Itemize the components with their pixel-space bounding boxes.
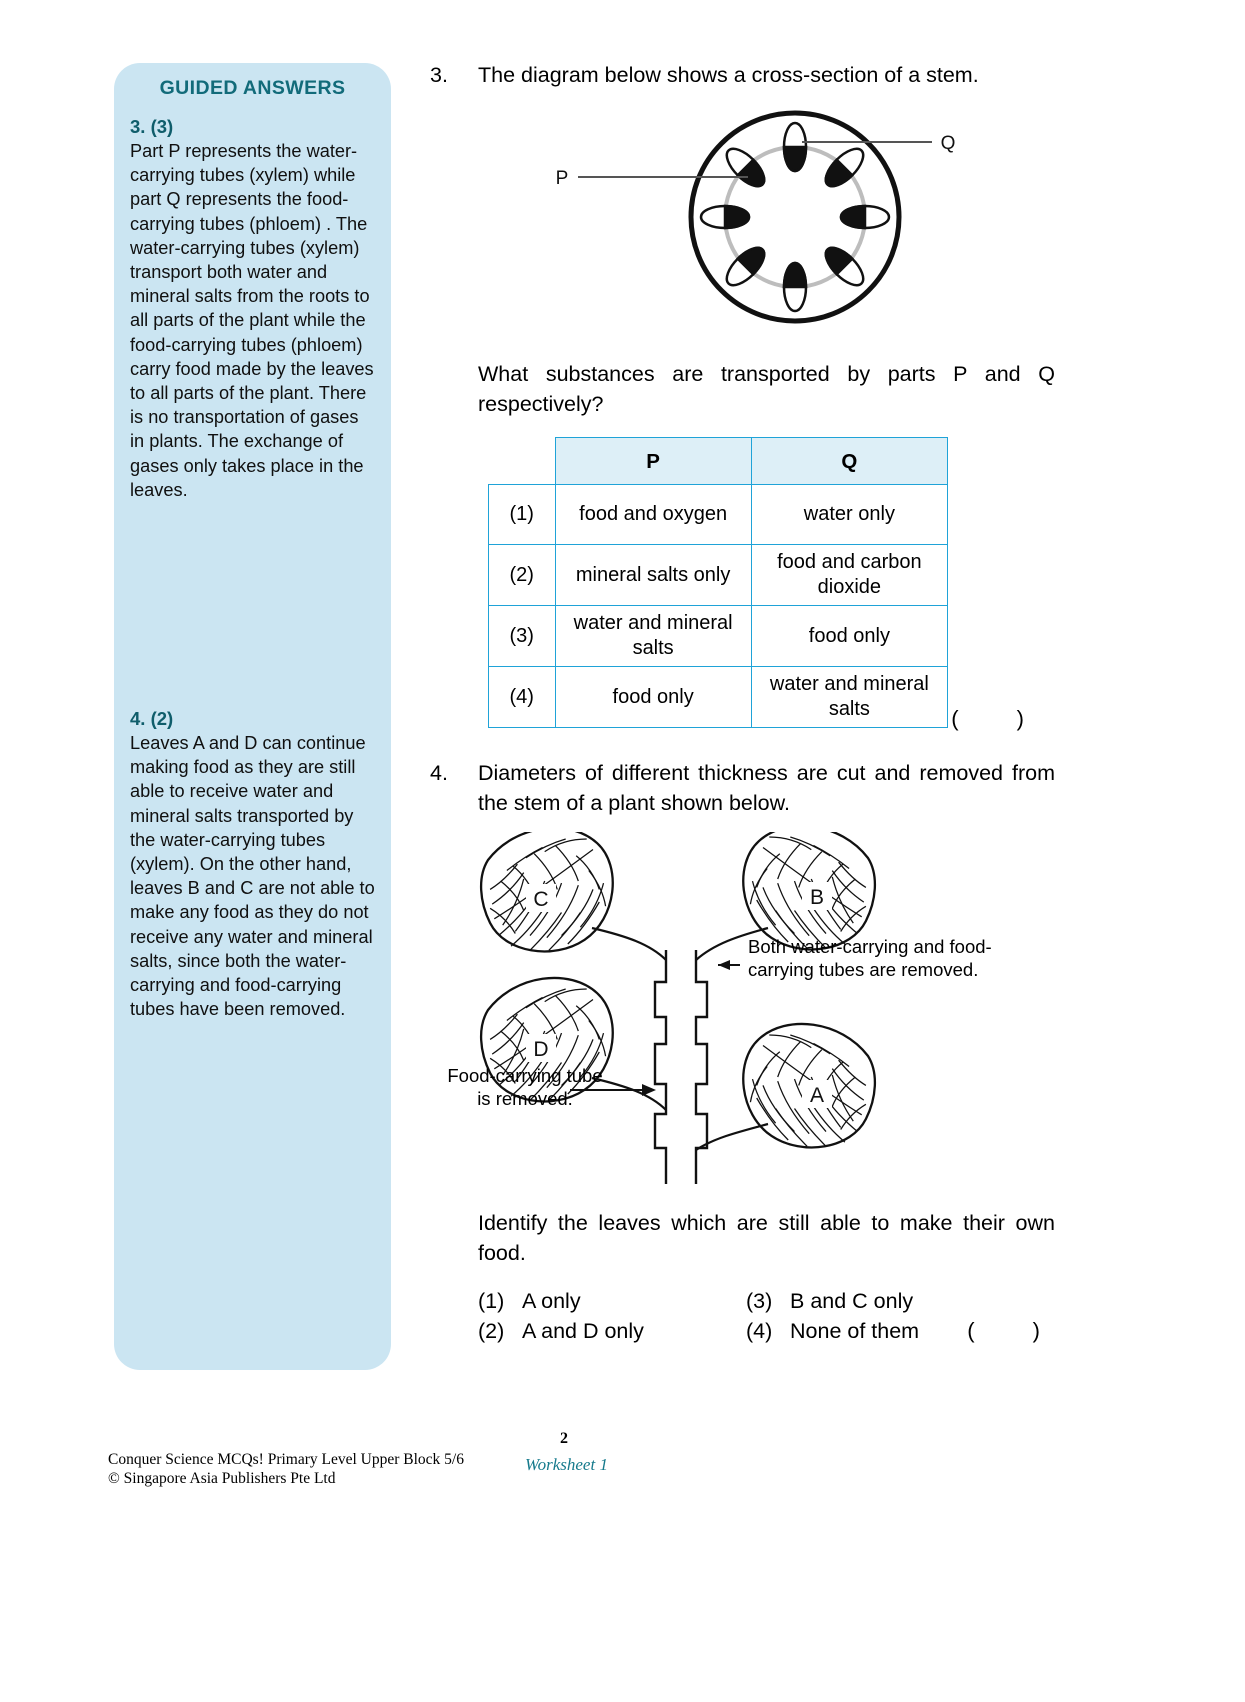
annotation-right-text: Both water-carrying and food-carrying tubes are removed.: [748, 936, 992, 980]
table-header-row: [489, 438, 948, 485]
guided-answer-4: [130, 708, 375, 1021]
footer-worksheet-label: Worksheet 1: [525, 1455, 608, 1474]
annotation-arrow-right: [718, 960, 740, 970]
mcq-option-1-text: A only: [522, 1289, 581, 1313]
option-index: (3): [489, 606, 556, 667]
question-3-options-table: [488, 437, 948, 728]
mcq-option-4[interactable]: [746, 1316, 919, 1346]
guided-answers-panel: [114, 63, 391, 1370]
stem-label-q: Q: [940, 133, 956, 154]
option-q-value: water and mineral salts: [751, 667, 947, 728]
mcq-row-2: [478, 1316, 1066, 1346]
option-p-value: food and oxygen: [555, 485, 751, 545]
annotation-left-text: Food-carrying tube is removed.: [447, 1065, 603, 1109]
table-header-q: Q: [751, 438, 947, 485]
guided-answers-title: GUIDED ANSWERS: [159, 77, 346, 99]
question-4-answer-bracket[interactable]: ( ): [967, 1318, 1066, 1343]
question-3-number: 3.: [430, 63, 448, 87]
table-row[interactable]: [489, 667, 948, 728]
guided-answer-3-body: Part P represents the water-carrying tubes (xylem) while part Q represents the food-carrying tubes (phloem) . The water-carrying tubes (xylem) transport both water and mineral salts from the roots to all parts of the plant while the food-carrying tubes (phloem) carry food made by the leaves to all parts of the plant. There is no transportation of gases in plants. The exchange of gases only takes place in the leaves.: [130, 141, 374, 500]
sidebar-spacer: [130, 508, 375, 708]
table-row[interactable]: [489, 545, 948, 606]
option-p-value: food only: [555, 667, 751, 728]
option-q-value: food only: [751, 606, 947, 667]
guided-answer-3-heading: 3. (3): [130, 116, 174, 137]
question-3-subquestion: What substances are transported by parts P and Q respectively?: [478, 362, 1055, 416]
question-3-options-table-wrap: [478, 437, 1050, 731]
question-3-stem-row: [430, 60, 1055, 90]
mcq-row-1: [478, 1286, 1058, 1316]
footer-page-number: 2: [560, 1430, 568, 1447]
mcq-option-1[interactable]: [478, 1286, 746, 1316]
table-corner-cell: [489, 438, 556, 485]
leaf-label-C: C: [533, 888, 549, 911]
option-index: (4): [489, 667, 556, 728]
mcq-option-3-label: (3): [746, 1289, 773, 1313]
mcq-option-4-text: None of them: [790, 1319, 920, 1343]
mcq-option-3-text: B and C only: [790, 1289, 914, 1313]
option-index: (2): [489, 545, 556, 606]
guided-answer-4-heading: 4. (2): [130, 708, 174, 730]
table-header-p: P: [555, 438, 751, 485]
mcq-option-2-text: A and D only: [522, 1319, 644, 1343]
leaf-label-A: A: [809, 1084, 825, 1107]
question-4-stem: Diameters of different thickness are cut and removed from the stem of a plant shown below.: [478, 761, 1055, 815]
table-row[interactable]: [489, 485, 948, 545]
question-4-number: 4.: [430, 761, 448, 785]
option-p-value: water and mineral salts: [555, 606, 751, 667]
plant-stem-figure: [430, 832, 1055, 1192]
question-3-answer-bracket[interactable]: ( ): [951, 706, 1050, 731]
leaf-label-B: B: [809, 886, 825, 909]
footer-copyright-line: © Singapore Asia Publishers Pte Ltd: [108, 1470, 336, 1487]
footer-credits: [108, 1450, 464, 1488]
table-row[interactable]: [489, 606, 948, 667]
mcq-option-3[interactable]: [746, 1286, 913, 1316]
question-4-subquestion: Identify the leaves which are still able to make their own food.: [478, 1211, 1055, 1265]
guided-answer-3: [130, 116, 375, 502]
question-4-options: [478, 1286, 1066, 1346]
guided-answer-4-body: Leaves A and D can continue making food as they are still able to receive water and mineral salts transported by the water-carrying tubes (xylem). On the other hand, leaves B and C are not able to make any food as they do not receive any water and mineral salts, since both the water-carrying and food-carrying tubes have been removed.: [130, 733, 375, 1020]
question-4-stem-row: [430, 758, 1055, 818]
mcq-option-2-label: (2): [478, 1319, 505, 1343]
stem-cross-section-figure: [430, 102, 1055, 337]
mcq-option-1-label: (1): [478, 1289, 505, 1313]
option-p-value: mineral salts only: [555, 545, 751, 606]
mcq-option-4-label: (4): [746, 1319, 773, 1343]
option-q-value: water only: [751, 485, 947, 545]
leaf-label-D: D: [533, 1038, 549, 1061]
option-q-value: food and carbon dioxide: [751, 545, 947, 606]
questions-column: [430, 60, 1066, 1346]
plant-stem-svg: [430, 832, 1030, 1192]
footer-title-line: Conquer Science MCQs! Primary Level Upper Block 5/6: [108, 1451, 464, 1468]
mcq-option-2[interactable]: [478, 1316, 746, 1346]
question-3-stem: The diagram below shows a cross-section of a stem.: [478, 63, 979, 87]
option-index: (1): [489, 485, 556, 545]
question-3: [430, 60, 1055, 731]
question-4: [430, 758, 1066, 1346]
stem-label-p: P: [555, 168, 569, 189]
stem-cross-section-svg: [540, 102, 960, 332]
